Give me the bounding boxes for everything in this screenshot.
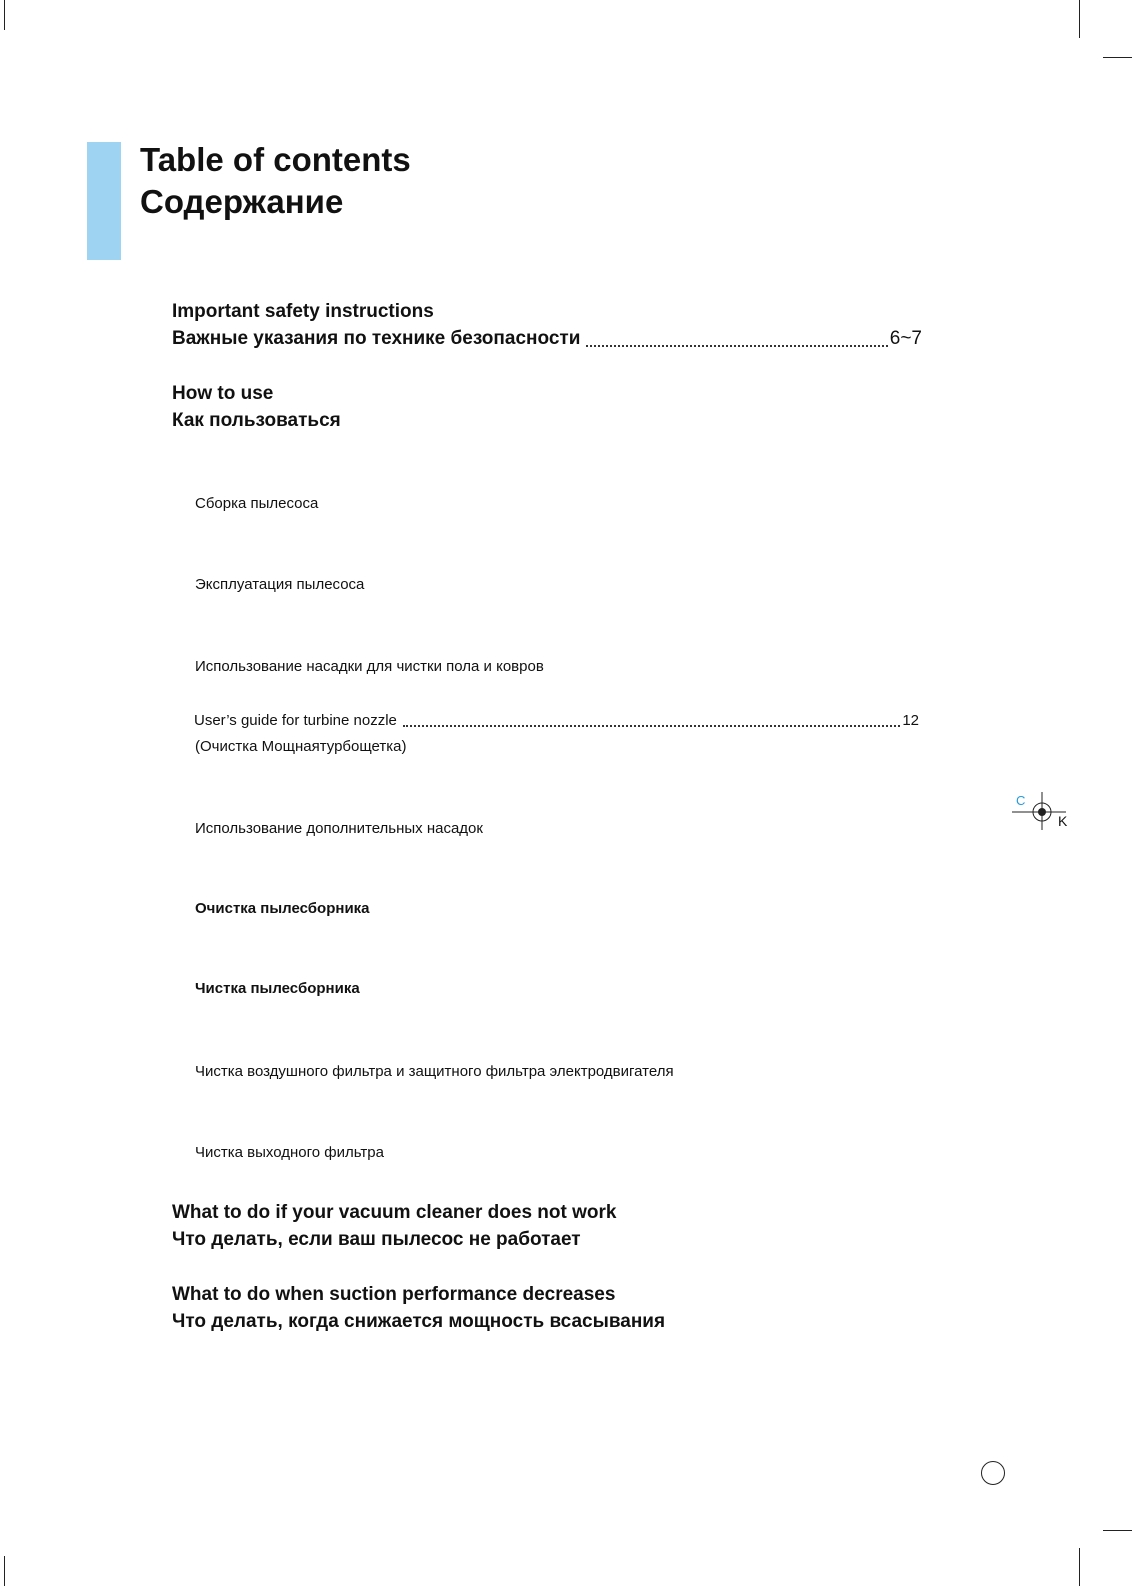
- crop-mark-bottom-left: [4, 1556, 5, 1586]
- section-safety-ru-row: [172, 327, 922, 351]
- page-title-ru: Содержание: [140, 183, 344, 220]
- item-turbine-en: User’s guide for turbine nozzle: [194, 712, 397, 729]
- item-dust-bin-empty: Очистка пылесборника: [195, 900, 370, 917]
- item-assembly: Сборка пылесоса: [195, 495, 319, 512]
- crop-mark-top-right-h: [1103, 57, 1132, 58]
- item-operation: Эксплуатация пылесоса: [195, 576, 365, 593]
- crop-mark-bottom-right-h: [1103, 1530, 1132, 1531]
- section-troubleshoot-ru: Что делать, если ваш пылесос не работает: [172, 1229, 581, 1250]
- crop-mark-top-right: [1079, 0, 1080, 38]
- item-exhaust-filter: Чистка выходного фильтра: [195, 1144, 384, 1161]
- section-safety-ru: Важные указания по технике безопасности: [172, 328, 581, 349]
- registration-c-label: C: [1016, 793, 1026, 808]
- section-how-to-use-en: How to use: [172, 383, 274, 404]
- title-accent-bar: [87, 142, 121, 260]
- leader-dots: [586, 345, 887, 347]
- section-suction-ru: Что делать, когда снижается мощность всасывания: [172, 1311, 666, 1332]
- section-how-to-use-ru: Как пользоваться: [172, 410, 341, 431]
- item-floor-nozzle: Использование насадки для чистки пола и ковров: [195, 658, 544, 675]
- item-turbine-ru: (Очистка Мощнаятурбощетка): [195, 738, 407, 755]
- item-turbine-row: [194, 711, 919, 731]
- section-safety-en: Important safety instructions: [172, 301, 434, 322]
- section-troubleshoot-en: What to do if your vacuum cleaner does not work: [172, 1202, 617, 1223]
- crop-mark-bottom-right: [1079, 1548, 1080, 1586]
- item-extra-nozzles: Использование дополнительных насадок: [195, 820, 483, 837]
- item-air-filter: Чистка воздушного фильтра и защитного фильтра электродвигателя: [195, 1063, 674, 1080]
- page-number-circle: [981, 1461, 1005, 1485]
- leader-dots: [403, 725, 900, 727]
- item-turbine-page: 12: [902, 712, 919, 729]
- registration-mark-icon: [1008, 790, 1074, 834]
- section-suction-en: What to do when suction performance decreases: [172, 1284, 616, 1305]
- item-dust-bin-clean: Чистка пылесборника: [195, 980, 360, 997]
- registration-k-label: K: [1058, 813, 1068, 829]
- section-safety-page: 6~7: [889, 328, 922, 349]
- crop-mark-top-left: [4, 0, 5, 30]
- page-title-en: Table of contents: [140, 141, 411, 178]
